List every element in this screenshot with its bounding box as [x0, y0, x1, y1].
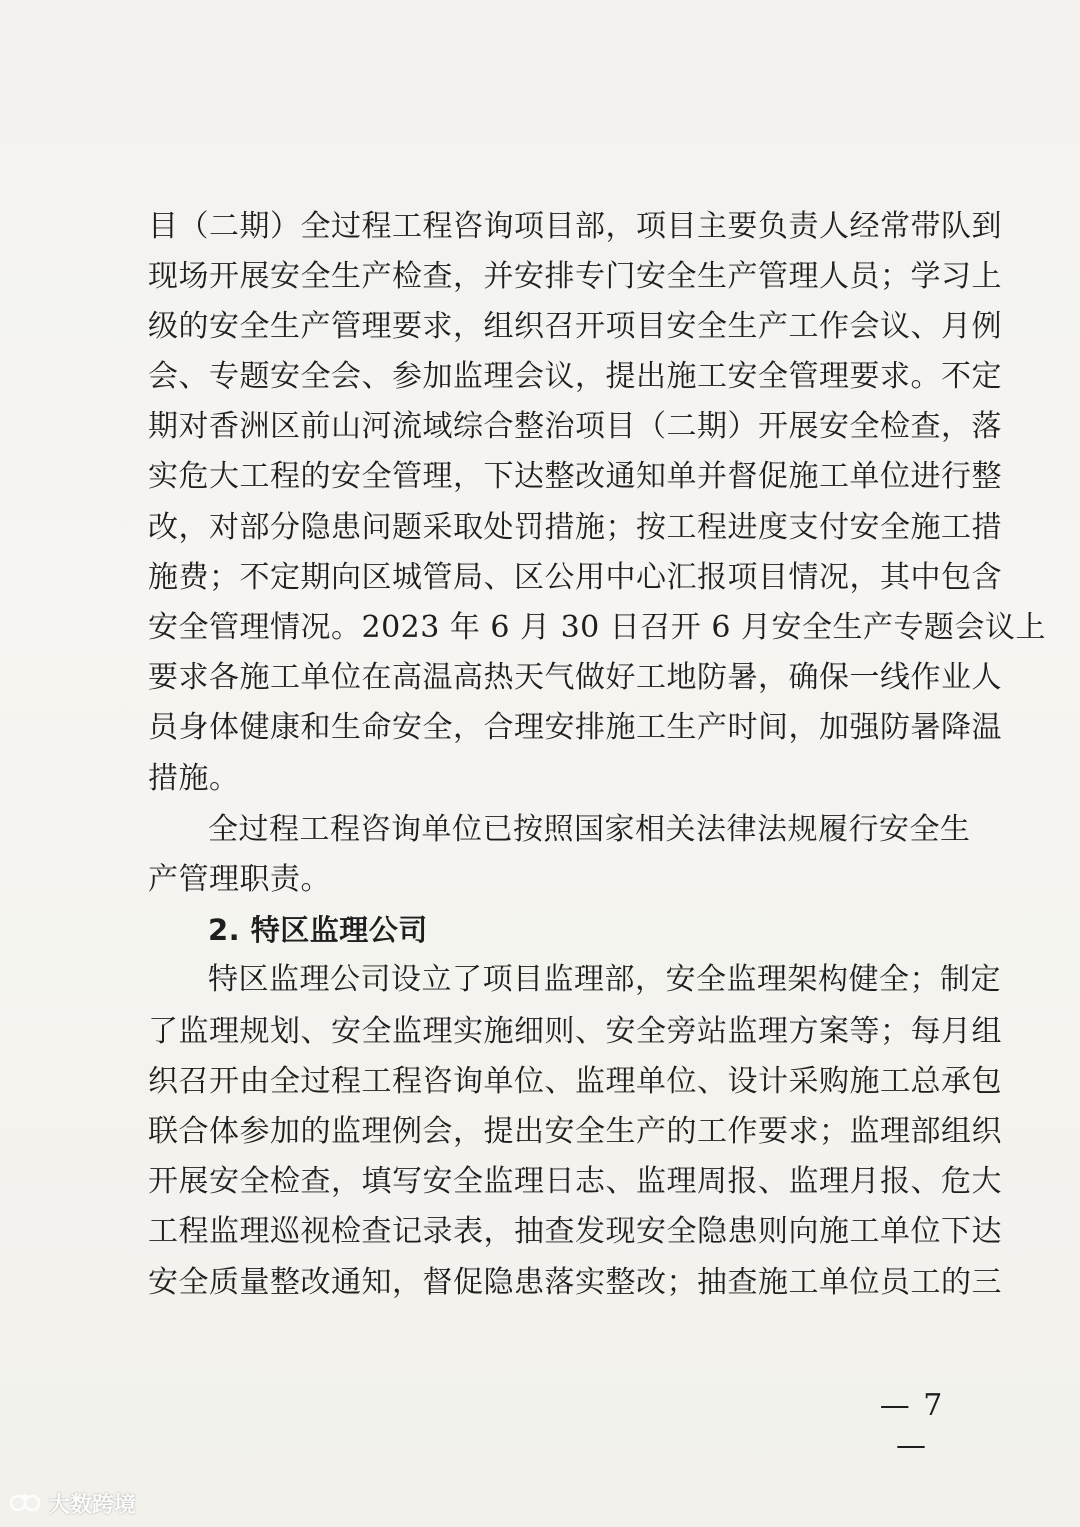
- page-number: — 7 —: [879, 1388, 945, 1463]
- body-line: 开展安全检查，填写安全监理日志、监理周报、监理月报、危大: [148, 1164, 1002, 1199]
- body-line: 会、专题安全会、参加监理会议，提出施工安全管理要求。不定: [148, 359, 1002, 394]
- logo-icon: [8, 1491, 44, 1515]
- body-line: 联合体参加的监理例会，提出安全生产的工作要求；监理部组织: [148, 1114, 1002, 1149]
- body-line: 特区监理公司设立了项目监理部，安全监理架构健全；制定: [208, 962, 1001, 997]
- body-line: 工程监理巡视检查记录表，抽查发现安全隐患则向施工单位下达: [148, 1214, 1002, 1249]
- body-line: 安全管理情况。2023 年 6 月 30 日召开 6 月安全生产专题会议上: [148, 610, 1046, 645]
- body-line: 了监理规划、安全监理实施细则、安全旁站监理方案等；每月组: [148, 1014, 1002, 1049]
- body-line: 实危大工程的安全管理，下达整改通知单并督促施工单位进行整: [148, 459, 1002, 494]
- body-line: 安全质量整改通知，督促隐患落实整改；抽查施工单位员工的三: [148, 1265, 1002, 1300]
- body-line: 员身体健康和生命安全，合理安排施工生产时间，加强防暑降温: [148, 710, 1002, 745]
- watermark: [8, 1488, 136, 1518]
- body-line: 全过程工程咨询单位已按照国家相关法律法规履行安全生: [208, 812, 971, 847]
- body-line: 产管理职责。: [148, 862, 331, 897]
- body-line: 目（二期）全过程工程咨询项目部，项目主要负责人经常带队到: [148, 209, 1002, 244]
- body-line: 现场开展安全生产检查，并安排专门安全生产管理人员；学习上: [148, 259, 1002, 294]
- watermark-text: 大数跨境: [48, 1492, 137, 1518]
- body-line: 措施。: [148, 761, 240, 796]
- body-line: 期对香洲区前山河流域综合整治项目（二期）开展安全检查，落: [148, 409, 1002, 444]
- body-line: 改，对部分隐患问题采取处罚措施；按工程进度支付安全施工措: [148, 510, 1002, 545]
- body-line: 织召开由全过程工程咨询单位、监理单位、设计采购施工总承包: [148, 1064, 1002, 1099]
- body-line: 级的安全生产管理要求，组织召开项目安全生产工作会议、月例: [148, 309, 1002, 344]
- body-line: 施费；不定期向区城管局、区公用中心汇报项目情况，其中包含: [148, 560, 1002, 595]
- body-line: 要求各施工单位在高温高热天气做好工地防暑，确保一线作业人: [148, 660, 1002, 695]
- section-heading: 2. 特区监理公司: [208, 913, 428, 947]
